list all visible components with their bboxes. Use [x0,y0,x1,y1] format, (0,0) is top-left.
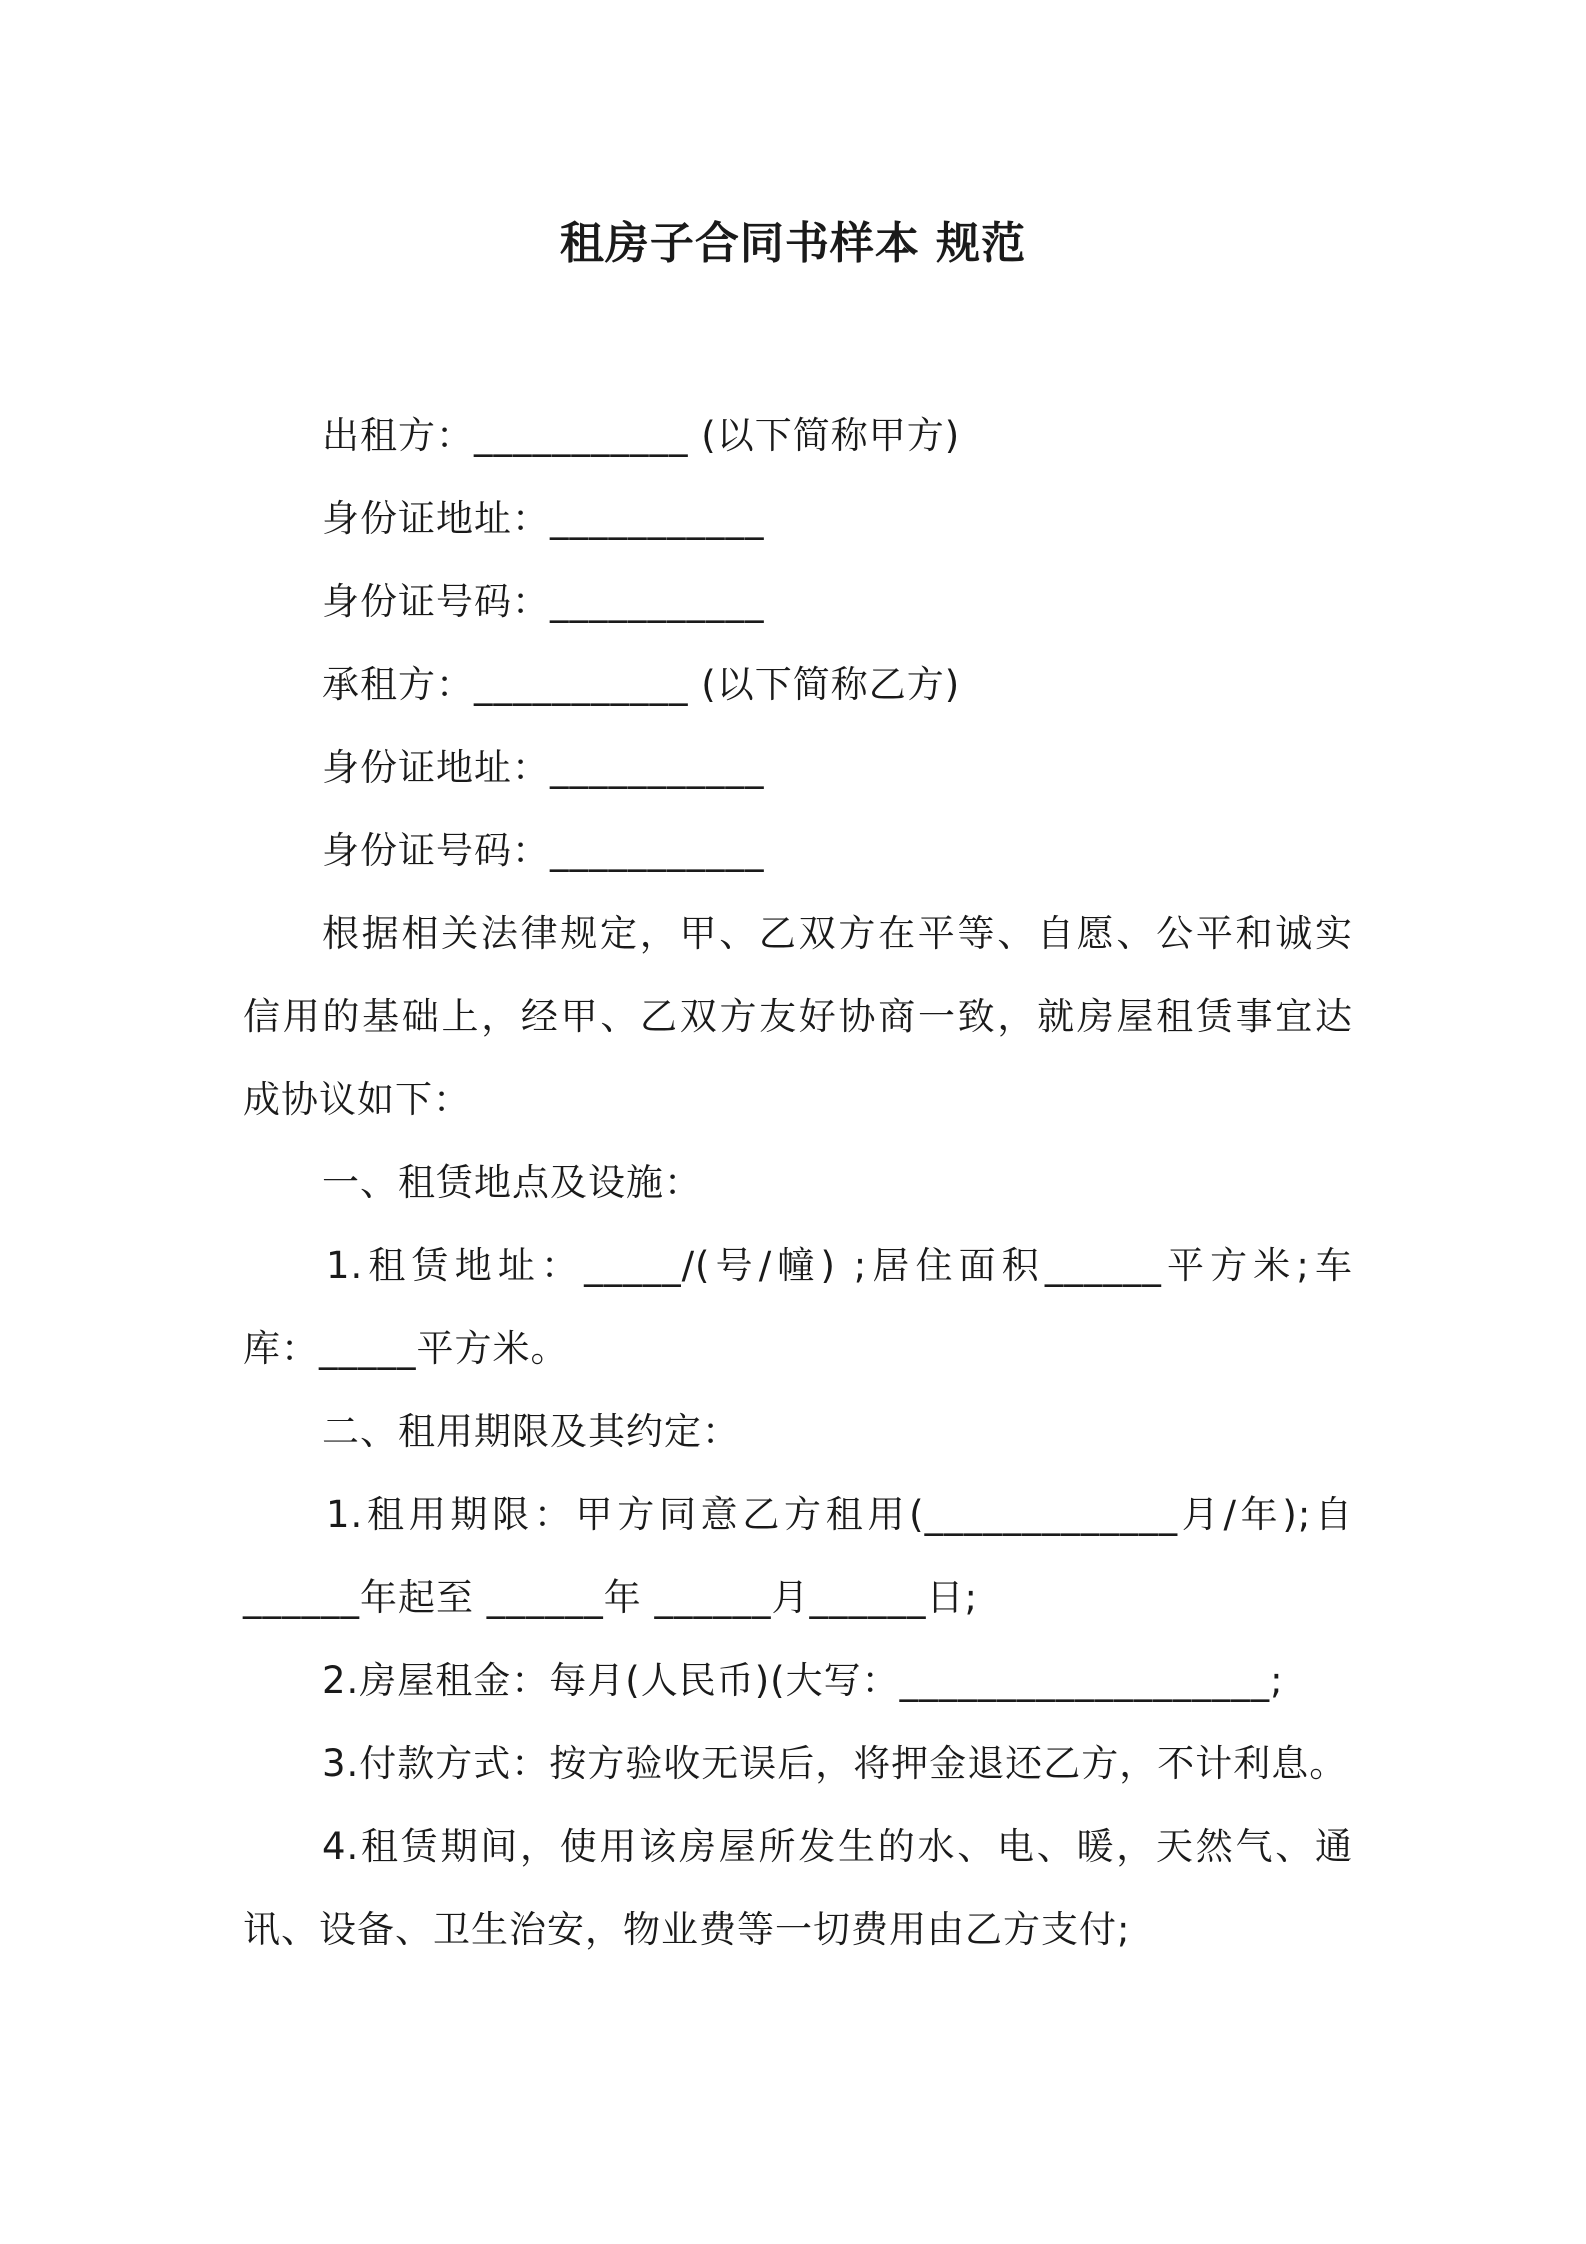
lessor-id-address-line: 身份证地址：___________ [322,497,765,540]
section-2-item-4-line-2: 讯、设备、卫生治安，物业费等一切费用由乙方支付; [243,1908,1131,1951]
preamble-line-3: 成协议如下： [243,1078,471,1121]
preamble-line-2: 信用的基础上，经甲、乙双方友好协商一致，就房屋租赁事宜达 [243,995,1353,1038]
section-1-heading: 一、租赁地点及设施： [322,1161,702,1204]
preamble-line-1: 根据相关法律规定，甲、乙双方在平等、自愿、公平和诚实 [322,912,1353,955]
lessee-id-number-line: 身份证号码：___________ [322,829,765,872]
section-2-item-4-line-1: 4.租赁期间，使用该房屋所发生的水、电、暖，天然气、通 [322,1825,1353,1868]
section-2-heading: 二、租用期限及其约定： [322,1410,740,1453]
section-2-item-1-line-1: 1.租用期限：甲方同意乙方租用(_____________月/年);自 [326,1493,1353,1536]
section-1-item-1-line-2: 库：_____平方米。 [243,1327,569,1370]
lessee-line: 承租方：___________ (以下简称乙方) [322,663,961,706]
section-1-item-1-line-1: 1.租赁地址：_____/(号/幢) ;居住面积______平方米;车 [326,1244,1353,1287]
section-2-item-2: 2.房屋租金：每月(人民币)(大写：___________________; [322,1659,1284,1702]
lessor-id-number-line: 身份证号码：___________ [322,580,765,623]
lessor-line: 出租方：___________ (以下简称甲方) [322,414,961,457]
document-title: 租房子合同书样本 规范 [559,218,1027,269]
section-2-item-3: 3.付款方式：按方验收无误后，将押金退还乙方，不计利息。 [322,1742,1348,1785]
section-2-item-1-line-2: ______年起至 ______年 ______月______日; [243,1576,978,1619]
lessee-id-address-line: 身份证地址：___________ [322,746,765,789]
